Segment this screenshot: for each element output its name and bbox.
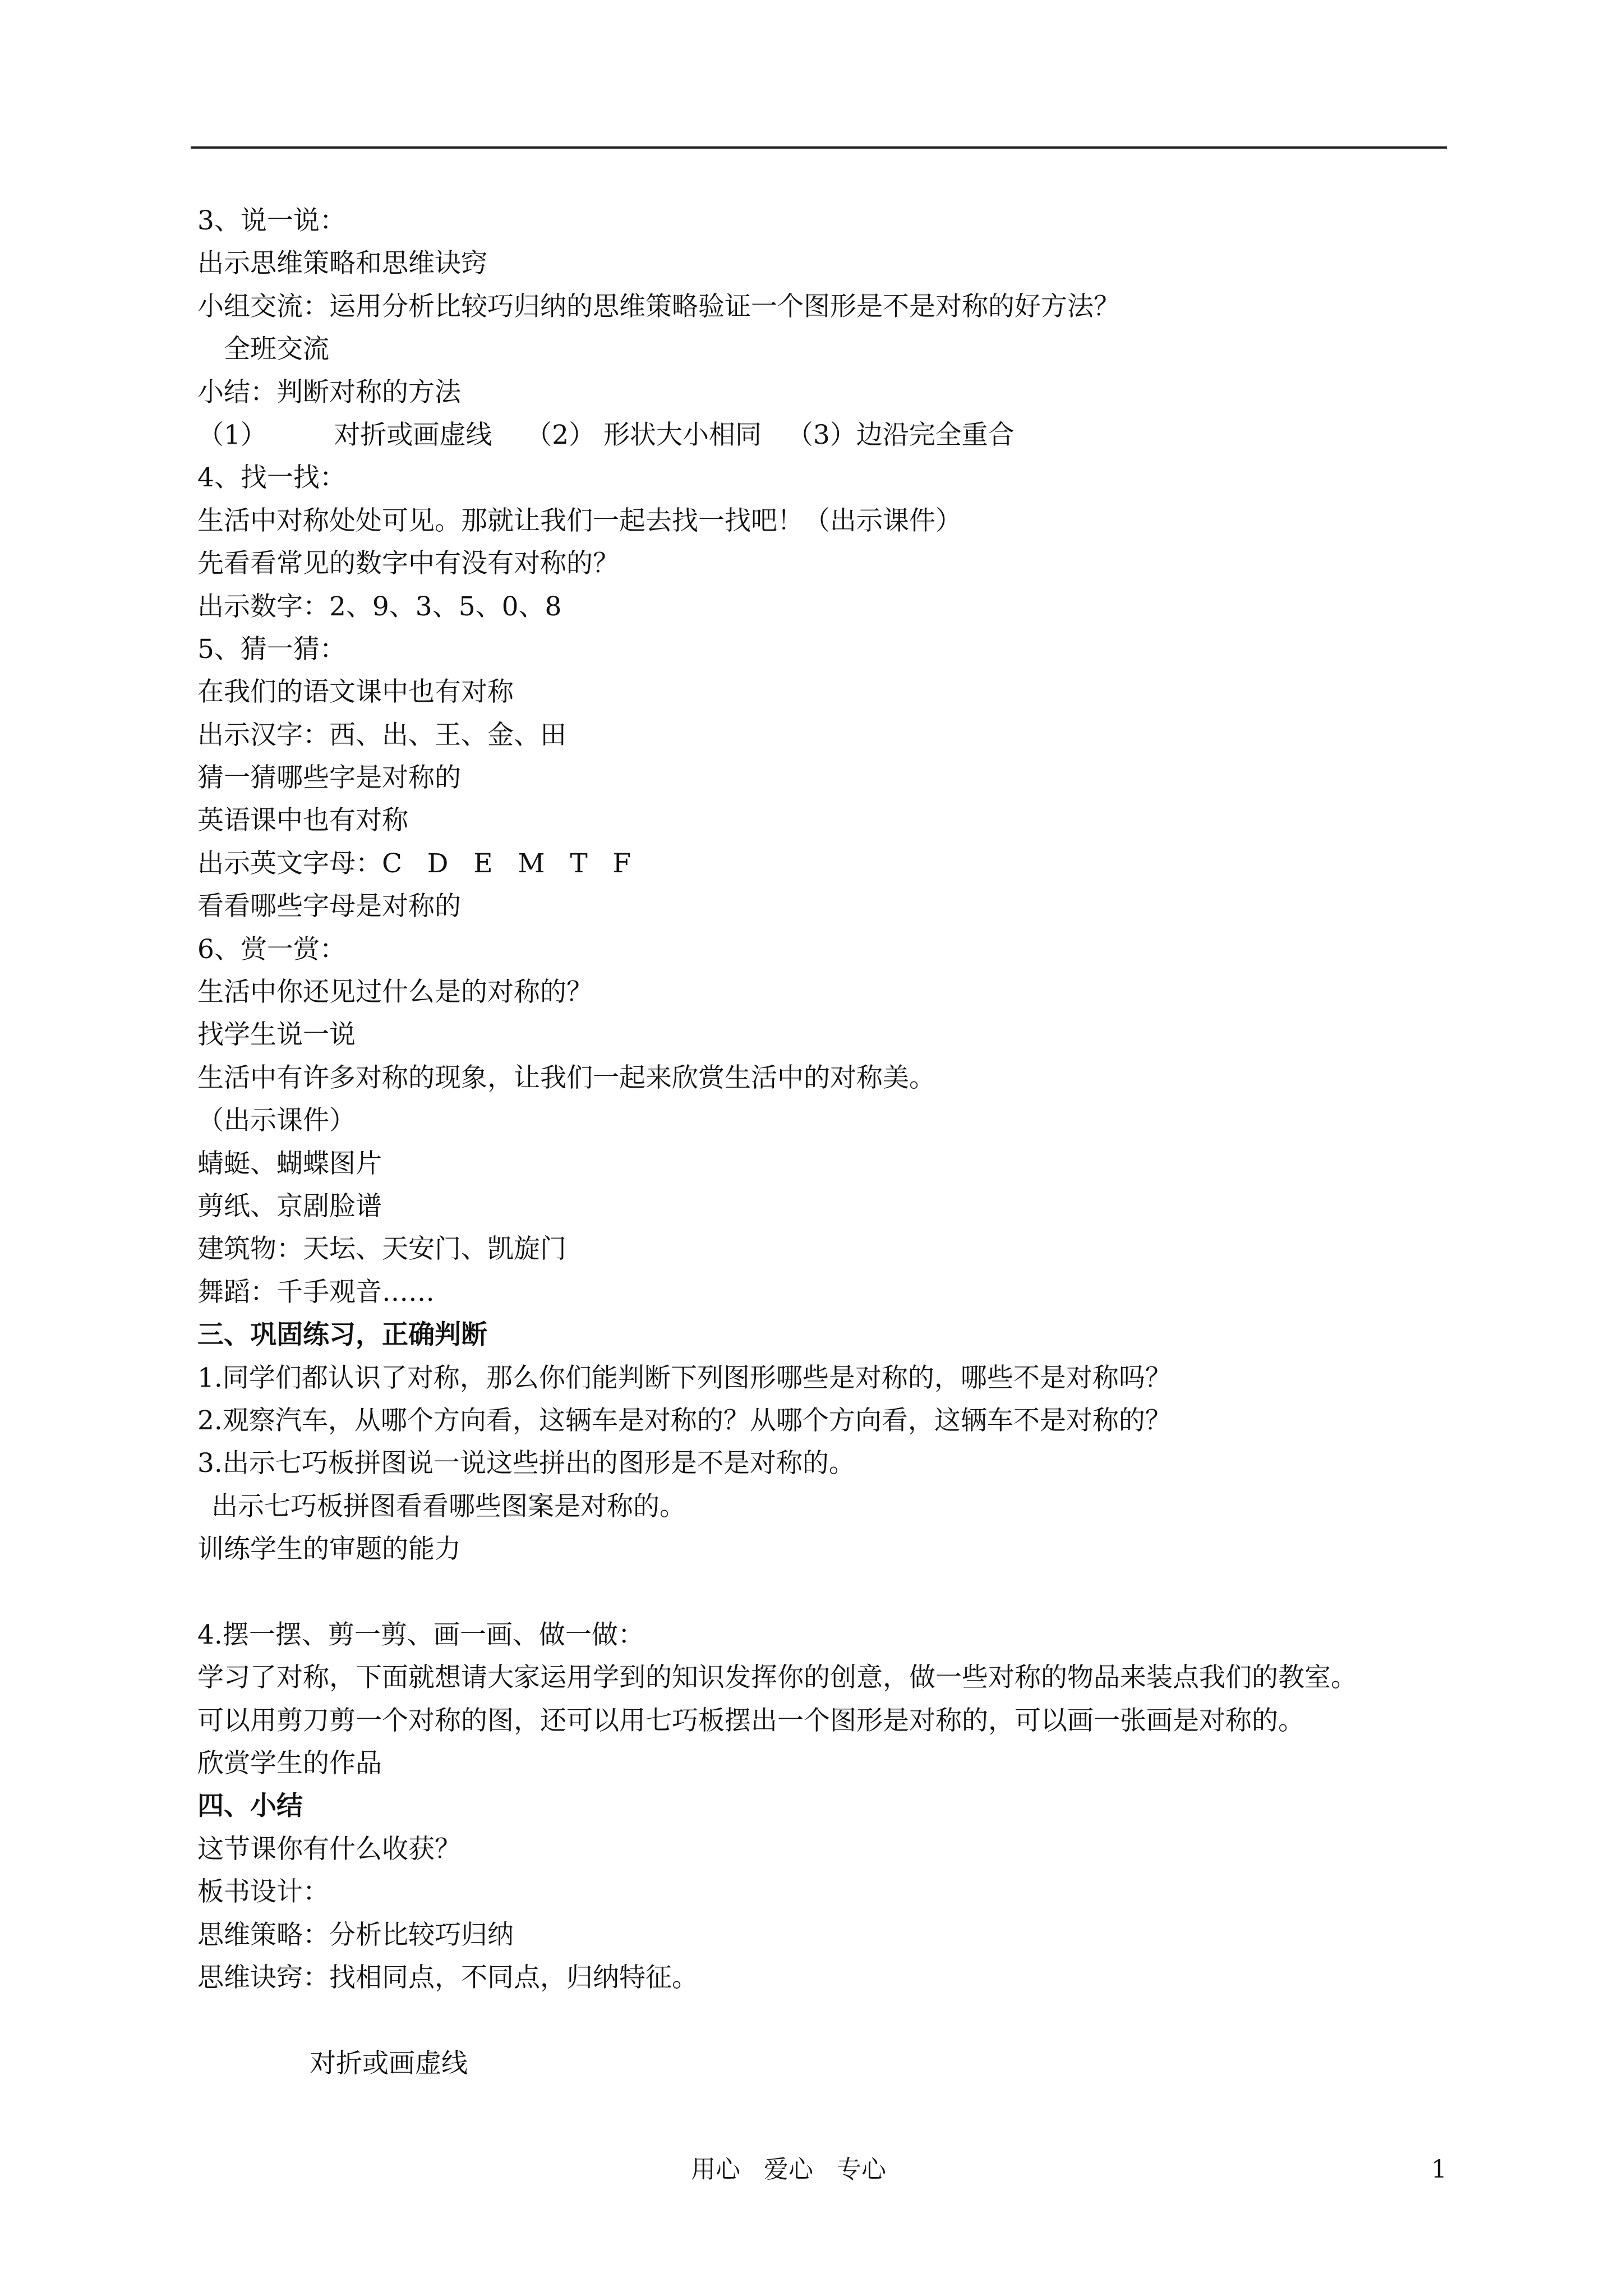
text-line: 先看看常见的数字中有没有对称的？ — [197, 548, 619, 579]
text-line: 1.同学们都认识了对称，那么你们能判断下列图形哪些是对称的，哪些不是对称吗？ — [197, 1362, 1172, 1393]
section-heading-6: 6、赏一赏： — [197, 933, 346, 965]
text-line: 全班交流 — [224, 334, 329, 365]
text-line: （1） 对折或画虚线 （2） 形状大小相同 （3）边沿完全重合 — [197, 419, 1015, 450]
text-line: 训练学生的审题的能力 — [197, 1534, 461, 1565]
text-line: 出示思维策略和思维诀窍 — [197, 248, 487, 279]
page-number: 1 — [1431, 2155, 1447, 2184]
text-line: 生活中你还见过什么是的对称的？ — [197, 977, 593, 1008]
text-line: 思维诀窍：找相同点，不同点，归纳特征。 — [197, 1962, 698, 1994]
header-rule — [191, 146, 1447, 149]
text-line: 找学生说一说 — [197, 1019, 356, 1051]
text-line: 4.摆一摆、剪一剪、画一画、做一做： — [197, 1619, 644, 1650]
text-line: 建筑物：天坛、天安门、凯旋门 — [197, 1234, 566, 1265]
text-line: 生活中对称处处可见。那就让我们一起去找一找吧！（出示课件） — [197, 505, 962, 536]
text-line: 在我们的语文课中也有对称 — [197, 677, 514, 708]
text-line: 2.观察汽车，从哪个方向看，这辆车是对称的？从哪个方向看，这辆车不是对称的？ — [197, 1405, 1172, 1436]
text-line: 出示七巧板拼图看看哪些图案是对称的。 — [211, 1490, 686, 1522]
text-line: 板书设计： — [197, 1876, 329, 1908]
section-heading-5: 5、猜一猜： — [197, 633, 346, 665]
text-line: 出示汉字：西、出、王、金、田 — [197, 719, 566, 751]
blank-line — [197, 1999, 1454, 2042]
text-line: 3.出示七巧板拼图说一说这些拼出的图形是不是对称的。 — [197, 1448, 855, 1479]
text-line: 小结：判断对称的方法 — [197, 376, 461, 408]
blank-line — [197, 1571, 1454, 1614]
text-line: 可以用剪刀剪一个对称的图，还可以用七巧板摆出一个图形是对称的，可以画一张画是对称的。 — [197, 1705, 1304, 1736]
text-line: 学习了对称，下面就想请大家运用学到的知识发挥你的创意，做一些对称的物品来装点我们的教室。 — [197, 1662, 1357, 1694]
text-line: 生活中有许多对称的现象，让我们一起来欣赏生活中的对称美。 — [197, 1062, 935, 1093]
text-line: 舞蹈：千手观音…… — [197, 1276, 435, 1308]
text-line: 对折或画虚线 — [310, 2047, 468, 2079]
text-line: 思维策略：分析比较巧归纳 — [197, 1919, 514, 1950]
document-body — [197, 200, 1454, 2085]
text-line: 小组交流：运用分析比较巧归纳的思维策略验证一个图形是不是对称的好方法？ — [197, 291, 1120, 322]
text-line: 蜻蜓、蝴蝶图片 — [197, 1148, 382, 1179]
footer-motto: 用心 爱心 专心 — [691, 2155, 886, 2184]
section-heading-summary: 四、小结 — [197, 1791, 303, 1822]
text-line: （出示课件） — [197, 1105, 356, 1137]
text-line: 英语课中也有对称 — [197, 805, 408, 836]
text-line: 剪纸、京剧脸谱 — [197, 1190, 382, 1222]
text-line: 这节课你有什么收获？ — [197, 1833, 461, 1865]
text-line: 猜一猜哪些字是对称的 — [197, 762, 461, 794]
section-heading-consolidation: 三、巩固练习，正确判断 — [197, 1319, 487, 1351]
text-line: 出示数字：2、9、3、5、0、8 — [197, 591, 562, 622]
section-heading-3: 3、说一说： — [197, 205, 346, 236]
text-line: 欣赏学生的作品 — [197, 1748, 382, 1779]
section-heading-4: 4、找一找： — [197, 462, 346, 494]
text-line: 出示英文字母：C D E M T F — [197, 848, 631, 879]
text-line: 看看哪些字母是对称的 — [197, 891, 461, 922]
